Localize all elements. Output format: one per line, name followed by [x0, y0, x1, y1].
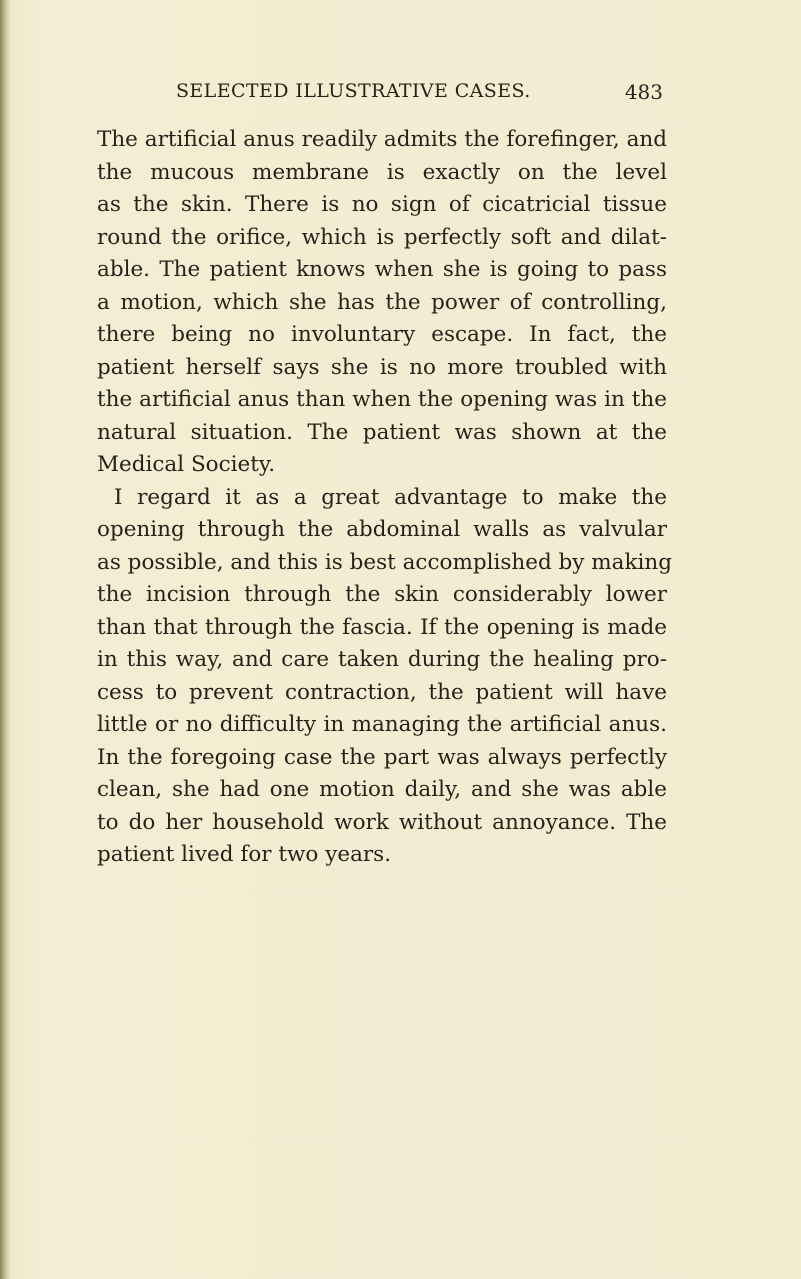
text-line: little or no difficulty in managing the artificial anus.: [97, 712, 667, 737]
text-line: I regard it as a great advantage to make the: [114, 484, 667, 510]
text-line: The artificial anus readily admits the forefinger, and: [97, 127, 667, 152]
binding-shadow: [0, 0, 10, 1279]
text-line: patient lived for two years.: [97, 842, 392, 867]
body-text: [97, 124, 673, 872]
text-line: round the orifice, which is perfectly soft and dilat-: [97, 224, 667, 250]
text-line: than that through the fascia. If the opening is made: [97, 614, 667, 640]
text-line: In the foregoing case the part was always perfectly: [97, 744, 667, 770]
text-line: a motion, which she has the power of controlling,: [97, 289, 667, 315]
text-line: Medical Society.: [97, 452, 276, 477]
text-line: cess to prevent contraction, the patient will have: [97, 679, 667, 705]
text-line: as the skin. There is no sign of cicatricial tissue: [97, 192, 667, 217]
text-line: to do her household work without annoyance. The: [97, 809, 667, 835]
text-line: the artificial anus than when the opening was in the: [97, 387, 667, 412]
text-line: clean, she had one motion daily, and she was able: [97, 777, 667, 802]
text-line: patient herself says she is no more troubled with: [97, 354, 667, 380]
page-number: 483: [624, 80, 663, 104]
text-line: as possible, and this is best accomplished by making: [97, 549, 673, 575]
text-line: there being no involuntary escape. In fact, the: [97, 322, 667, 347]
running-head: [176, 80, 663, 112]
paragraph-1: [97, 124, 667, 482]
text-line: the incision through the skin considerably lower: [97, 582, 667, 607]
text-line: able. The patient knows when she is going to pass: [97, 257, 667, 282]
paragraph-2: [97, 482, 673, 872]
text-line: in this way, and care taken during the healing pro-: [97, 647, 667, 672]
text-line: the mucous membrane is exactly on the level: [97, 159, 667, 185]
text-line: natural situation. The patient was shown at the: [97, 419, 667, 445]
running-title: SELECTED ILLUSTRATIVE CASES.: [176, 80, 531, 102]
text-line: opening through the abdominal walls as valvular: [97, 517, 667, 542]
